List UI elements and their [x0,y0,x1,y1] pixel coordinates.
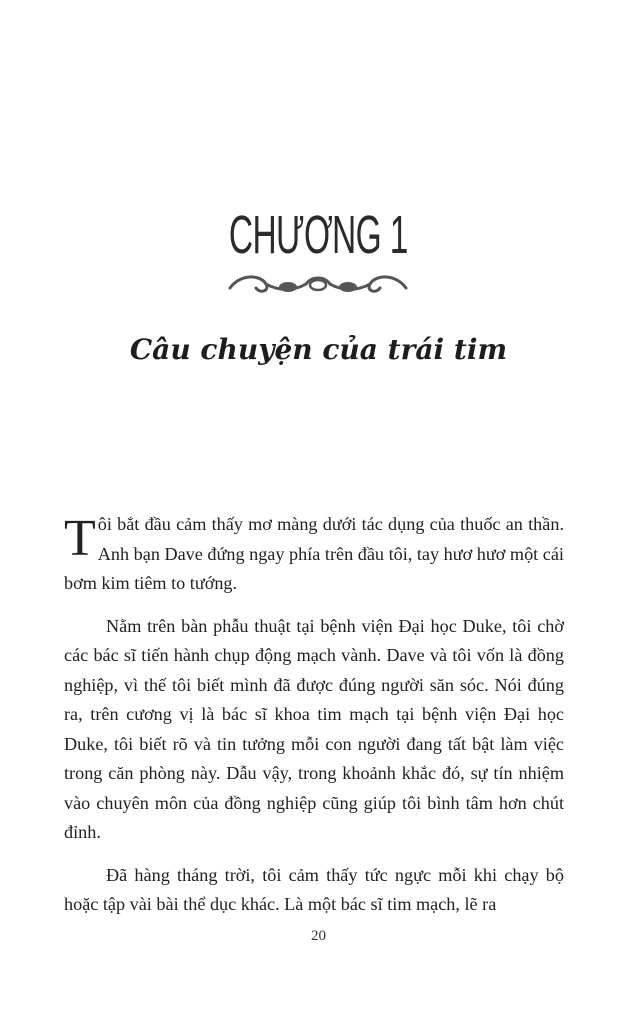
paragraph [64,510,564,599]
paragraph: Nằm trên bàn phẫu thuật tại bệnh viện Đại học Duke, tôi chờ các bác sĩ tiến hành chụp động mạch vành. Dave và tôi vốn là đồng nghiệp, vì thế tôi biết mình đã được đúng người săn sóc. Nói đúng ra, trên cương vị là bác sĩ khoa tim mạch tại bệnh viện Đại học Duke, tôi biết rõ và tin tưởng mỗi con người đang tất bật làm việc trong căn phòng này. Dẫu vậy, trong khoảnh khắc đó, sự tín nhiệm vào chuyên môn của đồng nghiệp cũng giúp tôi bình tâm hơn chút đỉnh. [64,615,564,842]
chapter-label: CHƯƠNG 1 [228,205,408,265]
paragraph: Đã hàng tháng trời, tôi cảm thấy tức ngực mỗi khi chạy bộ hoặc tập vài bài thể dục khác. Là một bác sĩ tim mạch, lẽ ra [64,864,564,914]
scroll-flourish-icon [226,266,410,302]
chapter-title: Câu chuyện của trái tim [129,333,508,366]
paragraph-text: ôi bắt đầu cảm thấy mơ màng dưới tác dụng của thuốc an thần. Anh bạn Dave đứng ngay phía trên đầu tôi, tay hươ hươ một cái bơm kim tiêm to tướng. [64,514,564,593]
body-text [64,510,564,933]
drop-cap: T [64,510,96,567]
page-number: 20 [311,928,326,944]
